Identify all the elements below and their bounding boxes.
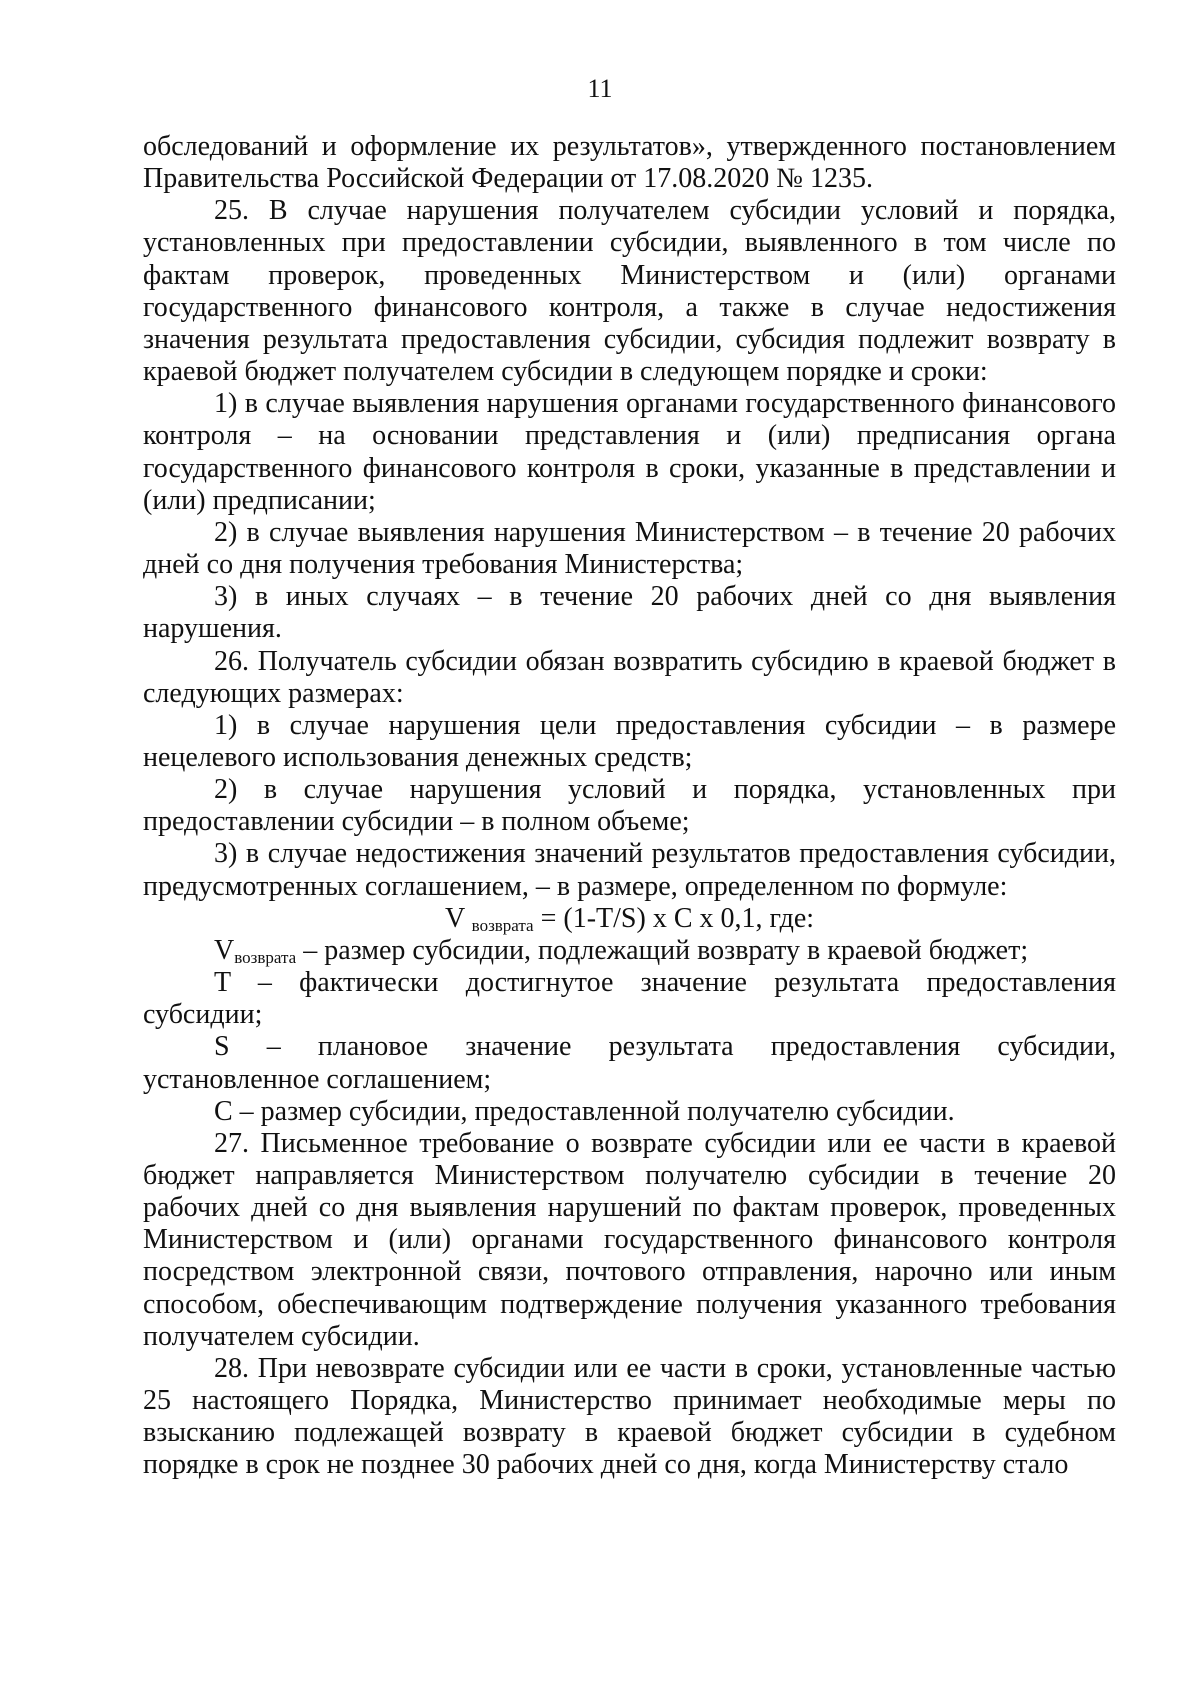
paragraph-25-item-2: 2) в случае выявления нарушения Министерством – в течение 20 рабочих дней со дня получения требования Министерства;: [143, 516, 1116, 581]
definition-v-symbol: V: [214, 934, 235, 966]
paragraph-26-item-1: 1) в случае нарушения цели предоставления субсидии – в размере нецелевого использования денежных средств;: [143, 709, 1116, 773]
paragraph-continuation: обследований и оформление их результатов», утвержденного постановлением Правительства Российской Федерации от 17.08.2020 № 1235.: [143, 131, 1116, 195]
definition-c: C – размер субсидии, предоставленной получателю субсидии.: [214, 1095, 955, 1127]
page-number: 11: [587, 74, 613, 103]
paragraph-26-item-2: 2) в случае нарушения условий и порядка, установленных при предоставлении субсидии – в полном объеме;: [143, 774, 1116, 838]
paragraph-26: 26. Получатель субсидии обязан возвратить субсидию в краевой бюджет в следующих размерах:: [143, 645, 1116, 709]
formula-symbol: V: [444, 902, 465, 934]
document-body: [143, 131, 1116, 1482]
definition-v-text: – размер субсидии, подлежащий возврату в краевой бюджет;: [296, 934, 1029, 966]
formula-expression: = (1-T/S) x C x 0,1, где:: [540, 902, 815, 934]
paragraph-27: 27. Письменное требование о возврате субсидии или ее части в краевой бюджет направляется Министерством получателю субсидии в течение 20 рабочих дней со дня выявления нарушений по фактам проверок, проведенных Министерством и (или) органами государственного финансового контроля посредством электронной связи, почтового отправления, нарочно или иным способом, обеспечивающим подтверждение получения указанного требования получателем субсидии.: [143, 1127, 1116, 1352]
paragraph-28: 28. При невозврате субсидии или ее части в сроки, установленные частью 25 настоящего Порядка, Министерство принимает необходимые меры по взысканию подлежащей возврату в краевой бюджет субсидии в судебном порядке в срок не позднее 30 рабочих дней со дня, когда Министерству стало: [143, 1352, 1116, 1481]
paragraph-26-item-3: 3) в случае недостижения значений результатов предоставления субсидии, предусмотренных соглашением, – в размере, определенном по формуле:: [143, 838, 1116, 902]
definition-v: [143, 935, 1116, 967]
definition-s: S – плановое значение результата предоставления субсидии, установленное соглашением;: [143, 1031, 1116, 1095]
paragraph-25: 25. В случае нарушения получателем субсидии условий и порядка, установленных при предоставлении субсидии, выявленного в том числе по фактам проверок, проведенных Министерством и (или) органами государственного финансового контроля, а также в случае недостижения значения результата предоставления субсидии, субсидия подлежит возврату в краевой бюджет получателем субсидии в следующем порядке и сроки:: [143, 195, 1116, 388]
paragraph-25-item-1: 1) в случае выявления нарушения органами государственного финансового контроля – на основании представления и (или) предписания органа государственного финансового контроля в сроки, указанные в представлении и (или) предписании;: [143, 388, 1116, 516]
paragraph-25-item-3: 3) в иных случаях – в течение 20 рабочих дней со дня выявления нарушения.: [143, 581, 1116, 645]
definition-v-subscript: возврата: [234, 947, 297, 967]
return-formula: [143, 903, 1116, 935]
definition-t: T – фактически достигнутое значение результата предоставления субсидии;: [143, 967, 1116, 1031]
formula-subscript: возврата: [471, 915, 534, 935]
